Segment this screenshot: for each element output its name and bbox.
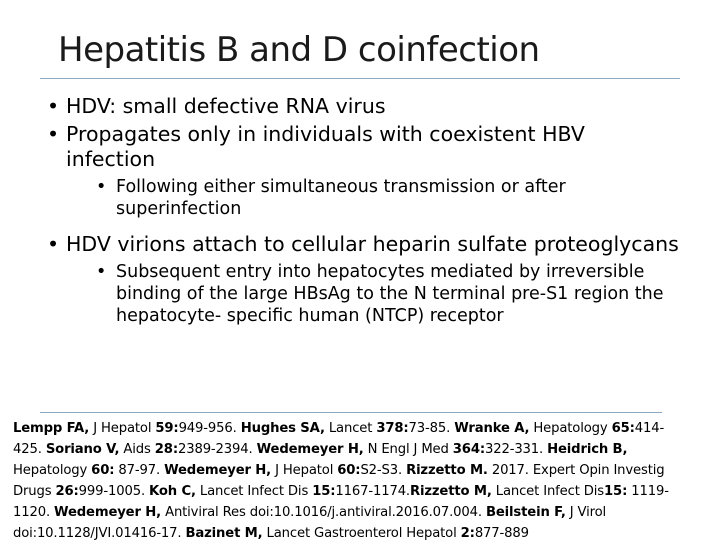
reference-bold-segment: 60: xyxy=(337,463,361,478)
reference-bold-segment: Koh C, xyxy=(149,484,196,499)
reference-bold-segment: Hughes SA, xyxy=(240,421,325,436)
reference-bold-segment: Wranke A, xyxy=(454,421,530,436)
bullet-symbol: • xyxy=(47,94,60,118)
reference-line xyxy=(13,418,715,439)
references xyxy=(13,418,715,544)
reference-text-segment: 1119- xyxy=(627,484,669,499)
reference-text-segment: 414- xyxy=(634,421,665,436)
reference-text-segment: 2389-2394. xyxy=(177,442,257,457)
reference-text-segment: 425. xyxy=(13,442,46,457)
reference-bold-segment: Wedemeyer H, xyxy=(54,505,162,520)
reference-line xyxy=(13,502,715,523)
bullet-symbol: • xyxy=(96,177,107,197)
bullet-symbol: • xyxy=(47,232,60,256)
reference-text-segment: Aids xyxy=(119,442,155,457)
reference-text-segment: Hepatology xyxy=(529,421,612,436)
reference-text-segment: 1167-1174. xyxy=(335,484,410,499)
reference-bold-segment: 15: xyxy=(312,484,336,499)
title-divider xyxy=(40,78,680,79)
references-divider xyxy=(40,412,662,413)
reference-text-segment: 877-889 xyxy=(474,526,529,541)
reference-bold-segment: Bazinet M, xyxy=(185,526,263,541)
reference-text-segment: Lancet Infect Dis xyxy=(491,484,605,499)
reference-bold-segment: Wedemeyer H, xyxy=(164,463,272,478)
reference-text-segment: 1120. xyxy=(13,505,55,520)
reference-bold-segment: Soriano V, xyxy=(45,442,120,457)
reference-line xyxy=(13,439,715,460)
sub-bullet-text: Following either simultaneous transmission or after superinfection xyxy=(116,177,566,219)
reference-text-segment: Drugs xyxy=(13,484,56,499)
reference-text-segment: Hepatology xyxy=(13,463,92,478)
reference-text-segment: doi:10.1128/JVI.01416-17. xyxy=(13,526,186,541)
reference-text-segment: 999-1005. xyxy=(78,484,150,499)
reference-text-segment: N Engl J Med xyxy=(363,442,453,457)
reference-bold-segment: 2: xyxy=(460,526,475,541)
reference-bold-segment: Lempp FA, xyxy=(13,421,90,436)
reference-bold-segment: 65: xyxy=(611,421,635,436)
bullet-symbol: • xyxy=(96,262,107,282)
reference-text-segment: Lancet Gastroenterol Hepatol xyxy=(262,526,461,541)
slide-title: Hepatitis B and D coinfection xyxy=(58,30,540,70)
reference-bold-segment: 378: xyxy=(376,421,409,436)
sub-bullet-text: Subsequent entry into hepatocytes mediated by irreversible binding of the large HBsAg to the N terminal pre-S1 region the hepatocyte- specific human (NTCP) receptor xyxy=(116,262,664,326)
reference-bold-segment: 60: xyxy=(91,463,115,478)
bullet-item xyxy=(40,94,680,119)
bullet-list xyxy=(40,94,680,333)
bullet-item xyxy=(40,232,680,257)
reference-text-segment: 73-85. xyxy=(408,421,455,436)
reference-text-segment: 949-956. xyxy=(178,421,241,436)
reference-text-segment: J Hepatol xyxy=(89,421,156,436)
sub-bullet-item xyxy=(40,261,680,327)
reference-bold-segment: 15: xyxy=(604,484,628,499)
reference-bold-segment: Rizzetto M, xyxy=(409,484,492,499)
reference-text-segment: 2017. Expert Opin Investig xyxy=(487,463,665,478)
reference-bold-segment: 26: xyxy=(55,484,79,499)
reference-bold-segment: 28: xyxy=(154,442,178,457)
reference-line xyxy=(13,481,715,502)
reference-text-segment: J Virol xyxy=(565,505,607,520)
reference-text-segment: J Hepatol xyxy=(271,463,338,478)
reference-text-segment: 322-331. xyxy=(484,442,548,457)
reference-text-segment: Antiviral Res doi:10.1016/j.antiviral.2016.07.004. xyxy=(161,505,486,520)
bullet-item xyxy=(40,122,680,172)
reference-line xyxy=(13,460,715,481)
reference-bold-segment: Rizzetto M. xyxy=(406,463,488,478)
sub-bullet-item xyxy=(40,176,680,220)
reference-text-segment: S2-S3. xyxy=(360,463,407,478)
bullet-text: HDV virions attach to cellular heparin sulfate proteoglycans xyxy=(66,232,679,256)
bullet-text: HDV: small defective RNA virus xyxy=(66,94,386,118)
reference-text-segment: Lancet xyxy=(324,421,377,436)
bullet-symbol: • xyxy=(47,122,60,146)
bullet-text: Propagates only in individuals with coexistent HBV infection xyxy=(66,122,585,171)
reference-bold-segment: Beilstein F, xyxy=(485,505,566,520)
reference-bold-segment: 59: xyxy=(155,421,179,436)
reference-text-segment: Lancet Infect Dis xyxy=(195,484,313,499)
reference-bold-segment: Heidrich B, xyxy=(547,442,628,457)
reference-line xyxy=(13,523,715,544)
reference-bold-segment: Wedemeyer H, xyxy=(256,442,364,457)
reference-text-segment: 87-97. xyxy=(114,463,165,478)
reference-bold-segment: 364: xyxy=(452,442,485,457)
